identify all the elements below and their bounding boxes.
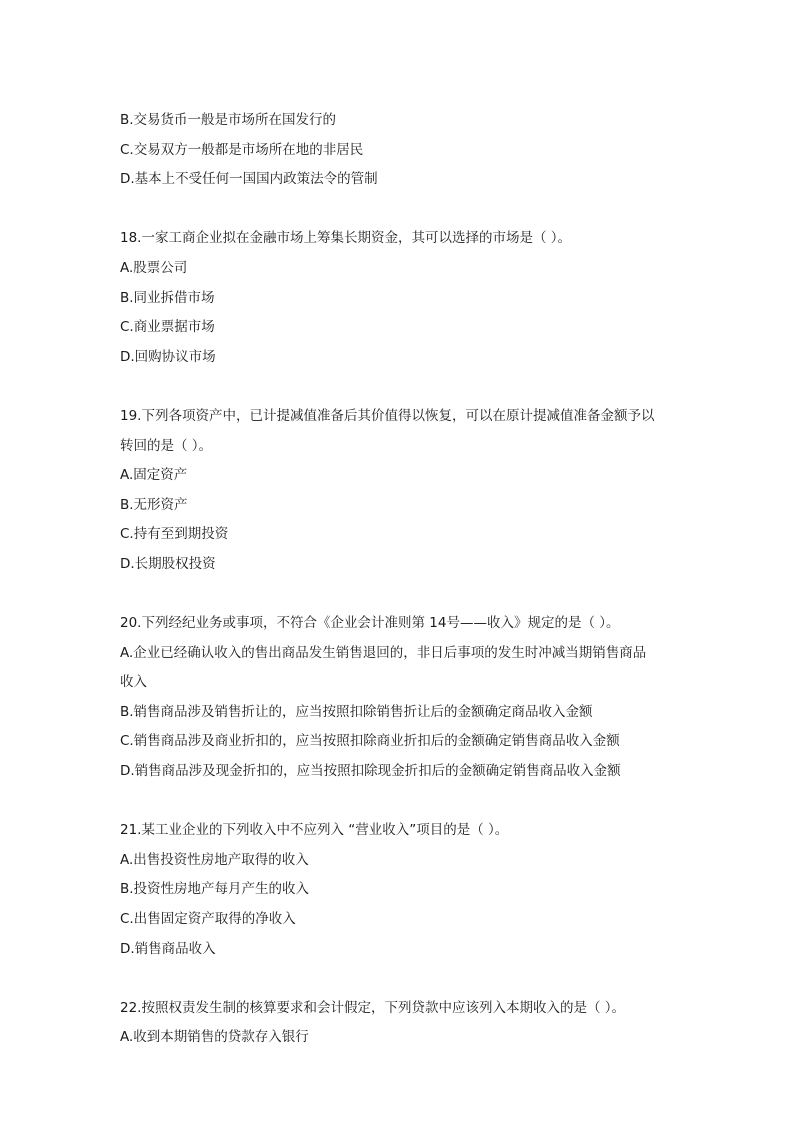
option-a: A.出售投资性房地产取得的收入 <box>120 851 309 868</box>
option-b: B.投资性房地产每月产生的收入 <box>120 881 310 898</box>
spacer <box>120 580 690 610</box>
option-d: D.销售商品涉及现金折扣的，应当按照扣除现金折扣后的金额确定销售商品收入金额 <box>120 763 621 780</box>
spacer <box>120 372 690 402</box>
option-c: C.商业票据市场 <box>120 319 215 336</box>
option-d: D.基本上不受任何一国国内政策法令的管制 <box>120 171 378 188</box>
option-c: C.销售商品涉及商业折扣的，应当按照扣除商业折扣后的金额确定销售商品收入金额 <box>120 733 620 750</box>
option-d: D.回购协议市场 <box>120 348 216 365</box>
question-stem: 18.一家工商企业拟在金融市场上筹集长期资金，其可以选择的市场是（ ）。 <box>120 230 572 247</box>
question-stem-line-1: 19.下列各项资产中，已计提减值准备后其价值得以恢复，可以在原计提减值准备金额予以 <box>120 407 655 424</box>
question-22 <box>120 994 690 1053</box>
option-c: C.出售固定资产取得的净收入 <box>120 911 296 928</box>
option-a: A.收到本期销售的贷款存入银行 <box>120 1029 309 1046</box>
question-stem: 21.某工业企业的下列收入中不应列入 “营业收入”项目的是（ ）。 <box>120 822 509 839</box>
spacer <box>120 195 690 225</box>
option-b: B.同业拆借市场 <box>120 289 215 306</box>
spacer <box>120 964 690 994</box>
document-page <box>120 106 690 1053</box>
question-18 <box>120 224 690 372</box>
question-19 <box>120 402 690 580</box>
spacer <box>120 787 690 817</box>
option-a: A.股票公司 <box>120 259 188 276</box>
option-c: C.持有至到期投资 <box>120 526 229 543</box>
option-c: C.交易双方一般都是市场所在地的非居民 <box>120 141 364 158</box>
question-stem-line-2: 转回的是（ ）。 <box>120 437 213 454</box>
option-b: B.销售商品涉及销售折让的，应当按照扣除销售折让后的金额确定商品收入金额 <box>120 703 593 720</box>
option-a: A.固定资产 <box>120 467 188 484</box>
question-20 <box>120 609 690 787</box>
question-stem: 22.按照权责发生制的核算要求和会计假定，下列贷款中应该列入本期收入的是（ ）。 <box>120 999 626 1016</box>
question-stem: 20.下列经纪业务或事项，不符合《企业会计准则第 14号——收入》规定的是（ ）。 <box>120 615 620 632</box>
option-b: B.无形资产 <box>120 496 188 513</box>
option-b: B.交易货币一般是市场所在国发行的 <box>120 112 337 128</box>
question-21 <box>120 816 690 964</box>
option-a-line-1: A.企业已经确认收入的售出商品发生销售退回的，非日后事项的发生时冲减当期销售商品 <box>120 644 647 661</box>
option-d: D.销售商品收入 <box>120 940 216 957</box>
option-a-line-2: 收入 <box>120 674 147 691</box>
question-17-tail <box>120 106 690 195</box>
option-d: D.长期股权投资 <box>120 555 216 572</box>
